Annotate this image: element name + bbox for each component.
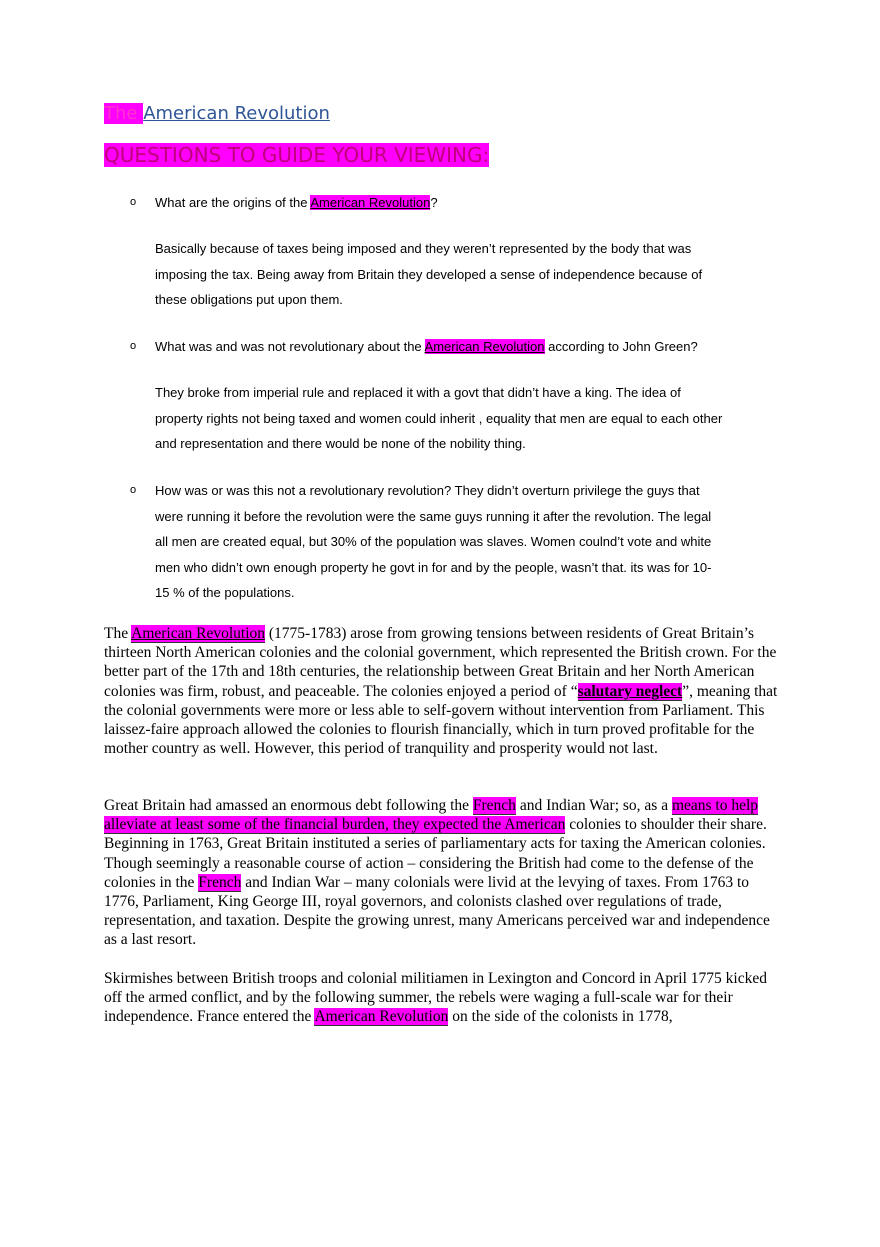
answer-1: [155, 236, 775, 313]
paragraph-text: Skirmishes between British troops and colonial militiamen in Lexington and Concord in April 1775 kicked off the armed conflict, and by the following summer, the rebels were waging a full-scale war for their independence. France entered the: [104, 970, 767, 1026]
heading-text: QUESTIONS TO GUIDE YOUR VIEWING:: [104, 143, 490, 167]
highlighted-term: American Revolution: [310, 195, 431, 210]
paragraph-text: and Indian War; so, as a: [515, 797, 672, 814]
paragraph-text: and Indian War – many colonials were livid at the levying of taxes. From 1763 to 1776, Parliament, King George III, royal governors, and colonists clashed over regulations of trade, representation, and taxation. Despite the growing unrest, many Americans perceived war and independence as a last resort.: [104, 873, 770, 949]
paragraph-2: [104, 796, 784, 950]
paragraph-text: Great Britain had amassed an enormous debt following the: [104, 797, 473, 814]
question-line: men who didn’t own enough property he govt in for and by the people, wasn’t that. its was for 10-: [155, 559, 712, 575]
answer-line: Basically because of taxes being imposed and they weren’t represented by the body that was: [155, 241, 692, 256]
section-heading: [104, 142, 489, 168]
bullet-marker: o: [130, 340, 137, 352]
paragraph-text: ”, meaning that the colonial governments were more or less able to self-govern without intervention from Parliament. This laissez-faire approach allowed the colonies to flourish financially, which in turn proved profitable for the mother country as well. However, this period of tranquility and prosperity would not last.: [104, 682, 778, 758]
paragraph-1: [104, 624, 784, 758]
answer-line: imposing the tax. Being away from Britain they developed a sense of independence because of: [155, 266, 703, 282]
highlighted-term: French: [198, 873, 242, 891]
question-text: What was and was not revolutionary about the: [155, 339, 425, 354]
paragraph-text: on the side of the colonists in 1778,: [448, 1008, 673, 1026]
document-title: [104, 103, 330, 125]
question-text: according to John Green?: [544, 339, 698, 354]
paragraph-3: [104, 969, 784, 1027]
answer-2: [155, 380, 775, 457]
highlighted-phrase: means to help alleviate at least some of the financial burden, they expected the American: [104, 797, 759, 834]
answer-line: They broke from imperial rule and replaced it with a govt that didn’t have a king. The idea of: [155, 385, 681, 400]
paragraph-text: The: [104, 625, 132, 642]
highlighted-term: American Revolution: [131, 625, 265, 642]
answer-line: property rights not being taxed and women could inherit , equality that men are equal to each other: [155, 410, 723, 426]
bullet-marker: o: [130, 484, 137, 496]
question-text: What are the origins of the: [155, 195, 311, 210]
question-line: How was or was this not a revolutionary revolution? They didn’t overturn privilege the guys that: [155, 483, 700, 498]
highlighted-term: American Revolution: [314, 1008, 449, 1026]
highlighted-term: French: [472, 797, 516, 814]
question-line: all men are created equal, but 30% of the population was slaves. Women coulnd’t vote and white: [155, 534, 712, 549]
question-line: 15 % of the populations.: [155, 585, 295, 600]
highlighted-term: American Revolution: [424, 339, 545, 354]
bullet-marker: o: [130, 196, 137, 208]
question-2: [155, 334, 775, 360]
paragraph-text: colonies to shoulder their share. Beginning in 1763, Great Britain instituted a series of parliamentary acts for taxing the American colonies. Though seemingly a reasonable course of action – considering the British had come to the defense of the colonies in the: [104, 816, 767, 891]
highlighted-term: salutary neglect: [577, 682, 683, 700]
question-line: were running it before the revolution were the same guys running it after the revolution. The legal: [155, 508, 712, 524]
paragraph-text: (1775-1783) arose from growing tensions between residents of Great Britain’s thirteen North American colonies and the colonial government, which represented the British crown. For the better part of the 17th and 18th centuries, the relationship between Great Britain and her North American colonies was firm, robust, and peaceable. The colonies enjoyed a period of “: [104, 625, 777, 700]
answer-line: and representation and there would be none of the nobility thing.: [155, 436, 526, 451]
answer-line: these obligations put upon them.: [155, 292, 343, 307]
title-link[interactable]: American Revolution: [143, 103, 330, 124]
question-text: ?: [430, 195, 438, 210]
question-1: [155, 190, 775, 216]
question-3: [155, 478, 775, 606]
title-prefix: The: [104, 103, 144, 124]
